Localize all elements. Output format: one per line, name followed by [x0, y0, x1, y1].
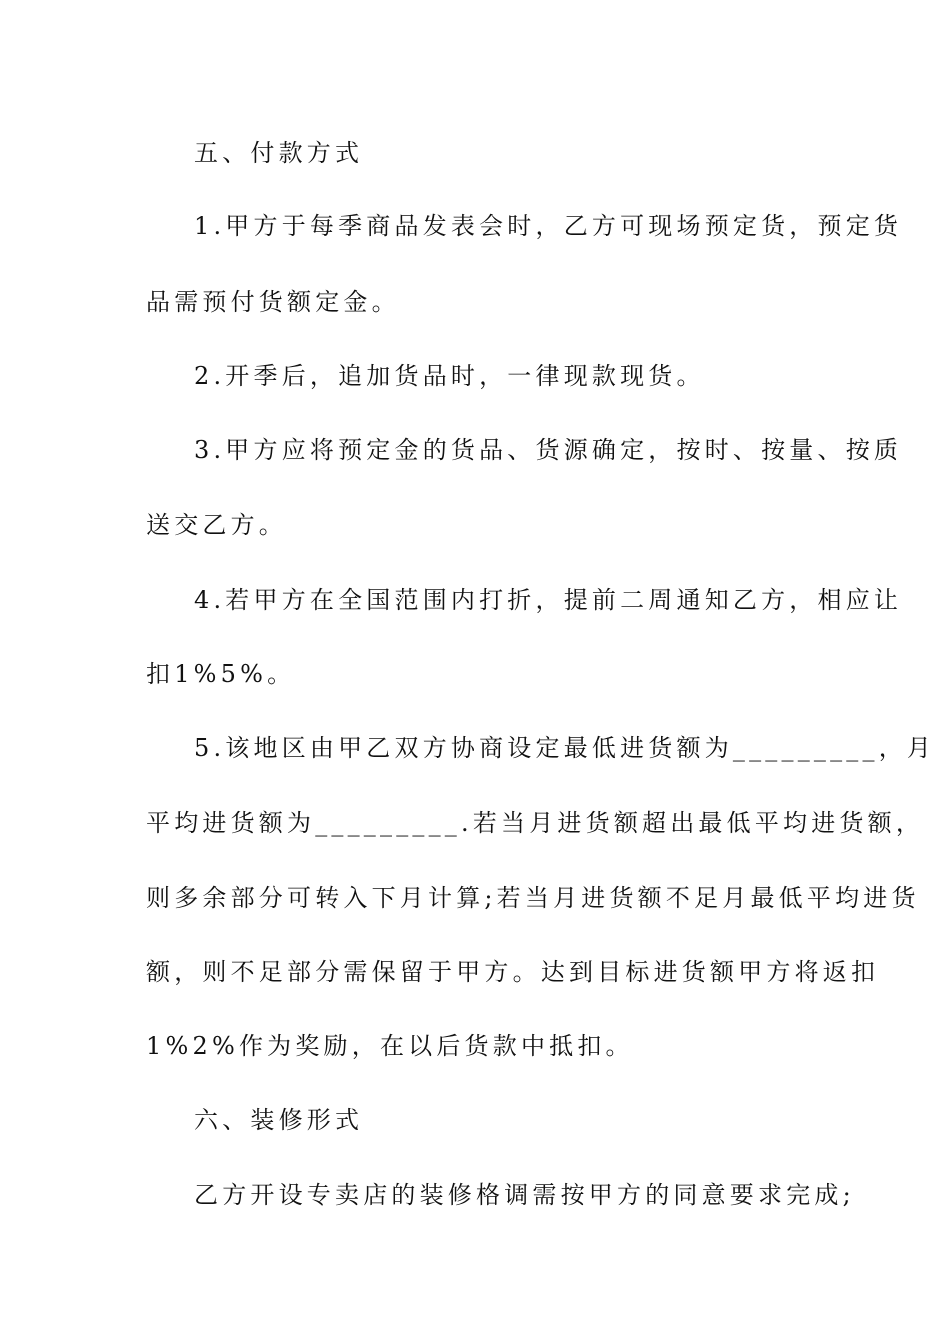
- paragraph-line: 乙方开设专卖店的装修格调需按甲方的同意要求完成;: [194, 1181, 855, 1209]
- paragraph-line: 额，则不足部分需保留于甲方。达到目标进货额甲方将返扣: [146, 958, 880, 986]
- paragraph-line: 3.甲方应将预定金的货品、货源确定，按时、按量、按质: [194, 436, 903, 464]
- paragraph-line: 扣1%5%。: [146, 660, 296, 688]
- section-heading-decoration: 六、装修形式: [194, 1106, 364, 1134]
- paragraph-line: 4.若甲方在全国范围内打折，提前二周通知乙方，相应让: [194, 586, 903, 614]
- paragraph-line: 则多余部分可转入下月计算;若当月进货额不足月最低平均进货: [146, 884, 920, 912]
- paragraph-line: 1.甲方于每季商品发表会时，乙方可现场预定货，预定货: [194, 212, 903, 240]
- paragraph-line: 品需预付货额定金。: [146, 288, 400, 316]
- paragraph-line: 1%2%作为奖励，在以后货款中抵扣。: [146, 1032, 634, 1060]
- paragraph-line: 5.该地区由甲乙双方协商设定最低进货额为_________，月: [194, 734, 936, 762]
- paragraph-line: 送交乙方。: [146, 511, 287, 539]
- paragraph-line: 平均进货额为_________.若当月进货额超出最低平均进货额，: [146, 809, 925, 837]
- section-heading-payment: 五、付款方式: [194, 139, 364, 167]
- paragraph-line: 2.开季后，追加货品时，一律现款现货。: [194, 362, 705, 390]
